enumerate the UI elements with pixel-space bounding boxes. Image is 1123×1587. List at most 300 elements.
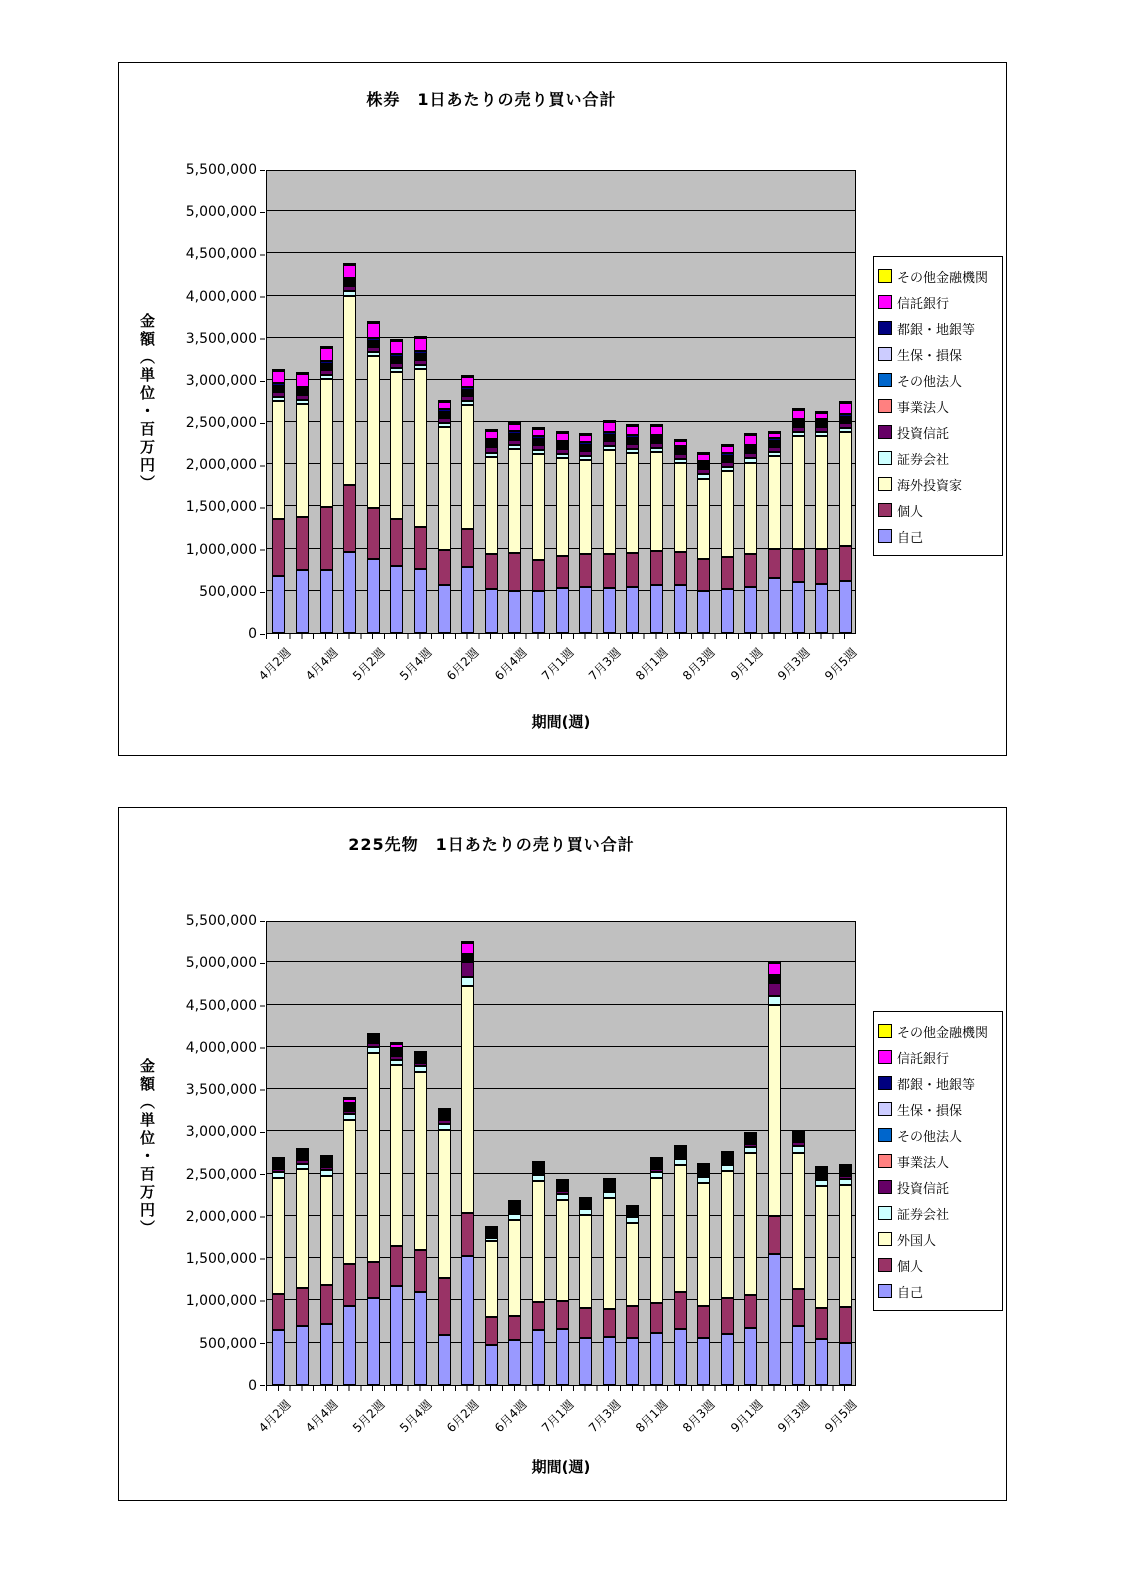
bar-segment — [461, 986, 474, 1213]
gridline — [267, 252, 855, 253]
legend-color-chip — [878, 1284, 892, 1298]
stacked-bar — [603, 1178, 616, 1385]
x-axis-tick-label: 5月4週 — [397, 1397, 435, 1436]
bar-segment — [768, 996, 781, 1005]
legend-color-chip — [878, 477, 892, 491]
bar-segment — [603, 422, 616, 432]
legend-item — [878, 393, 998, 419]
legend-label: 個人 — [897, 504, 924, 520]
bar-segment — [626, 1306, 639, 1338]
gridline — [267, 1046, 855, 1047]
legend-label: その他法人 — [897, 374, 963, 390]
stacked-bar — [674, 439, 687, 633]
bar-segment — [721, 1298, 734, 1334]
bar-segment — [697, 454, 710, 461]
bar-segment — [414, 1292, 427, 1385]
legend-color-chip — [878, 321, 892, 335]
bar-segment — [320, 348, 333, 361]
bar-segment — [579, 587, 592, 633]
x-axis-title: 期間(週) — [531, 713, 591, 731]
bar-segment — [674, 1292, 687, 1329]
bar-segment — [461, 962, 474, 976]
legend — [873, 256, 1003, 556]
legend-color-chip — [878, 295, 892, 309]
bar-segment — [390, 1246, 403, 1287]
bar-segment — [768, 1005, 781, 1216]
bar-segment — [508, 1340, 521, 1385]
bar-segment — [367, 1053, 380, 1263]
bar-segment — [343, 1120, 356, 1264]
legend-item — [878, 1018, 998, 1044]
legend-color-chip — [878, 1024, 892, 1038]
bar-segment — [697, 1183, 710, 1306]
y-axis-tick-label: 2,500,000 — [185, 1166, 257, 1183]
stacked-bar — [768, 431, 781, 633]
stacked-bar — [320, 346, 333, 633]
bar-segment — [485, 554, 498, 589]
bar-segment — [839, 546, 852, 581]
bar-segment — [296, 1326, 309, 1385]
gridline — [267, 1004, 855, 1005]
x-axis-tick-label: 7月3週 — [585, 1397, 624, 1436]
bar-segment — [579, 1308, 592, 1338]
bar-segment — [650, 1178, 663, 1303]
legend-color-chip — [878, 425, 892, 439]
bar-segment — [367, 323, 380, 338]
legend-color-chip — [878, 1102, 892, 1116]
legend-item — [878, 1096, 998, 1122]
chart-title: 225先物 1日あたりの売り買い合計 — [348, 835, 635, 854]
x-axis-tick-label: 5月2週 — [349, 1397, 388, 1436]
bar-segment — [603, 1337, 616, 1385]
bar-segment — [579, 435, 592, 442]
plot-area — [266, 170, 856, 634]
legend-label: 投資信託 — [897, 1181, 950, 1197]
bar-segment — [461, 1213, 474, 1256]
plot-area — [266, 921, 856, 1386]
y-axis-tick-label: 3,500,000 — [185, 1082, 257, 1099]
legend-item — [878, 523, 998, 549]
legend-color-chip — [878, 1258, 892, 1272]
legend-label: 事業法人 — [897, 400, 950, 416]
bar-segment — [320, 507, 333, 569]
stacked-bar — [414, 1051, 427, 1385]
bar-segment — [367, 1262, 380, 1298]
bar-segment — [579, 460, 592, 554]
bar-segment — [532, 1330, 545, 1385]
bar-segment — [626, 587, 639, 633]
legend-color-chip — [878, 1076, 892, 1090]
stacked-bar — [556, 431, 569, 633]
legend-label: その他金融機関 — [897, 270, 989, 286]
x-axis-tick-label: 4月4週 — [302, 1397, 341, 1436]
bar-segment — [438, 1278, 451, 1335]
stacked-bar — [674, 1145, 687, 1385]
legend-color-chip — [878, 451, 892, 465]
stacked-bar — [768, 961, 781, 1385]
bar-segment — [461, 377, 474, 387]
y-axis-tick-label: 2,500,000 — [185, 415, 257, 432]
bar-segment — [815, 584, 828, 633]
legend-color-chip — [878, 347, 892, 361]
legend-item — [878, 1252, 998, 1278]
legend-label: 投資信託 — [897, 426, 950, 442]
bar-segment — [650, 1303, 663, 1333]
x-axis-tick-label: 6月2週 — [444, 645, 482, 684]
futures-chart-frame — [118, 807, 1007, 1501]
bar-segment — [556, 1301, 569, 1329]
stacked-bar — [508, 1200, 521, 1385]
y-axis-tick-label: 5,000,000 — [185, 204, 257, 221]
bar-segment — [508, 449, 521, 553]
legend — [873, 1011, 1003, 1311]
bar-segment — [839, 1307, 852, 1343]
bar-segment — [438, 402, 451, 410]
bar-segment — [272, 401, 285, 519]
stock-chart-frame — [118, 62, 1007, 756]
bar-segment — [744, 1153, 757, 1296]
bar-segment — [697, 1306, 710, 1338]
bar-segment — [650, 551, 663, 585]
bar-segment — [390, 566, 403, 633]
x-axis-tick-label: 4月2週 — [255, 645, 294, 684]
x-axis-tick-label: 6月4週 — [491, 645, 530, 684]
bar-segment — [272, 1178, 285, 1294]
y-axis-tick-label: 4,000,000 — [185, 1039, 257, 1056]
bar-segment — [272, 576, 285, 633]
x-axis-tick-label: 7月1週 — [538, 645, 577, 684]
legend-item — [878, 1174, 998, 1200]
stacked-bar — [697, 1163, 710, 1385]
bar-segment — [603, 1309, 616, 1337]
y-axis-tick-label: 4,500,000 — [185, 997, 257, 1014]
bar-segment — [839, 581, 852, 633]
bar-segment — [414, 338, 427, 351]
gridline — [267, 1088, 855, 1089]
stacked-bar — [815, 1166, 828, 1385]
x-axis-tick-label: 4月2週 — [255, 1397, 294, 1436]
legend-item — [878, 1278, 998, 1304]
legend-color-chip — [878, 269, 892, 283]
stacked-bar — [721, 1151, 734, 1385]
gridline — [267, 210, 855, 211]
stacked-bar — [792, 408, 805, 633]
legend-color-chip — [878, 503, 892, 517]
bar-segment — [792, 582, 805, 633]
bar-segment — [768, 578, 781, 633]
bar-segment — [320, 1285, 333, 1324]
bar-segment — [438, 585, 451, 633]
bar-segment — [674, 585, 687, 633]
bar-segment — [390, 1286, 403, 1385]
y-axis-tick-label: 3,000,000 — [185, 372, 257, 389]
bar-segment — [296, 374, 309, 387]
bar-segment — [485, 457, 498, 554]
y-axis-tick-label: 0 — [248, 1378, 257, 1394]
y-axis-tick-label: 4,000,000 — [185, 288, 257, 305]
bar-segment — [461, 977, 474, 986]
bar-segment — [461, 943, 474, 954]
bar-segment — [650, 1333, 663, 1385]
bar-segment — [721, 1334, 734, 1385]
stacked-bar — [721, 444, 734, 633]
stacked-bar — [296, 372, 309, 633]
bar-segment — [768, 963, 781, 975]
stacked-bar — [461, 375, 474, 633]
stacked-bar — [697, 452, 710, 633]
bar-segment — [320, 570, 333, 633]
bar-segment — [744, 587, 757, 633]
bar-segment — [556, 556, 569, 588]
y-axis-tick-label: 3,500,000 — [185, 330, 257, 347]
legend-item — [878, 1200, 998, 1226]
bar-segment — [461, 405, 474, 529]
bar-segment — [721, 446, 734, 453]
bar-segment — [721, 557, 734, 589]
bar-segment — [674, 552, 687, 585]
legend-label: 信託銀行 — [897, 1051, 950, 1067]
bar-segment — [556, 433, 569, 441]
bar-segment — [697, 479, 710, 559]
bar-segment — [508, 591, 521, 633]
bar-segment — [390, 372, 403, 519]
legend-label: 自己 — [897, 1285, 924, 1301]
legend-color-chip — [878, 1180, 892, 1194]
bar-segment — [272, 519, 285, 576]
y-axis-tick-label: 5,000,000 — [185, 955, 257, 972]
stacked-bar — [272, 369, 285, 633]
bar-segment — [603, 554, 616, 589]
stacked-bar — [626, 424, 639, 633]
stacked-bar — [367, 1033, 380, 1385]
bar-segment — [272, 1294, 285, 1330]
y-axis-tick-label: 2,000,000 — [185, 457, 257, 474]
bar-segment — [508, 1220, 521, 1316]
bar-segment — [650, 426, 663, 434]
bar-segment — [532, 1302, 545, 1330]
bar-segment — [390, 519, 403, 565]
bar-segment — [674, 463, 687, 552]
stacked-bar — [579, 433, 592, 633]
stacked-bar — [438, 1108, 451, 1385]
bar-segment — [744, 1295, 757, 1327]
legend-label: 生保・損保 — [897, 348, 963, 364]
bar-segment — [390, 1065, 403, 1245]
stacked-bar — [839, 401, 852, 633]
bar-segment — [461, 567, 474, 633]
legend-color-chip — [878, 373, 892, 387]
bar-segment — [626, 553, 639, 587]
legend-item — [878, 367, 998, 393]
legend-label: 都銀・地銀等 — [897, 322, 976, 338]
bar-segment — [674, 1329, 687, 1385]
y-axis-title: 金額（単位・百万円） — [138, 313, 156, 493]
legend-label: 証券会社 — [897, 1207, 950, 1223]
x-axis-tick-marks — [266, 634, 856, 639]
bar-segment — [744, 1328, 757, 1385]
bar-segment — [792, 410, 805, 418]
legend-color-chip — [878, 1154, 892, 1168]
bar-segment — [532, 591, 545, 633]
bar-segment — [414, 369, 427, 527]
y-axis-tick-label: 1,500,000 — [185, 1251, 257, 1268]
legend-item — [878, 1070, 998, 1096]
y-axis-tick-label: 4,500,000 — [185, 246, 257, 263]
bar-segment — [296, 404, 309, 516]
x-axis-tick-label: 8月3週 — [680, 645, 718, 684]
bar-segment — [768, 549, 781, 579]
x-axis-tick-label: 7月1週 — [538, 1397, 577, 1436]
bar-segment — [674, 1165, 687, 1292]
legend-item — [878, 419, 998, 445]
legend-color-chip — [878, 529, 892, 543]
x-axis-tick-label: 9月1週 — [727, 645, 766, 684]
bar-segment — [603, 1198, 616, 1309]
bar-segment — [532, 454, 545, 559]
bar-segment — [603, 588, 616, 633]
bar-segment — [508, 553, 521, 591]
bar-segment — [343, 485, 356, 552]
bar-segment — [438, 427, 451, 549]
x-axis-tick-label: 9月5週 — [821, 1397, 860, 1436]
stacked-bar — [579, 1197, 592, 1385]
bar-segment — [815, 549, 828, 584]
bar-segment — [461, 1256, 474, 1385]
x-axis-tick-label: 8月3週 — [680, 1397, 718, 1436]
bar-segment — [556, 1329, 569, 1385]
bar-segment — [603, 450, 616, 554]
legend-label: 個人 — [897, 1259, 924, 1275]
bar-segment — [768, 456, 781, 549]
bar-segment — [815, 1308, 828, 1338]
y-axis-tick-label: 5,500,000 — [185, 913, 257, 929]
bar-segment — [320, 379, 333, 507]
bar-segment — [768, 1254, 781, 1385]
bar-segment — [296, 517, 309, 570]
bar-segment — [272, 1330, 285, 1385]
x-axis-tick-label: 4月4週 — [302, 645, 341, 684]
stacked-bar — [343, 263, 356, 633]
bar-segment — [556, 588, 569, 633]
y-axis-tick-marks — [260, 921, 265, 1387]
legend-color-chip — [878, 1206, 892, 1220]
stacked-bar — [650, 1157, 663, 1385]
legend-label: 都銀・地銀等 — [897, 1077, 976, 1093]
bar-segment — [768, 983, 781, 997]
x-axis-tick-marks — [266, 1386, 856, 1391]
legend-color-chip — [878, 1232, 892, 1246]
legend-item — [878, 289, 998, 315]
legend-item — [878, 1122, 998, 1148]
bar-segment — [556, 458, 569, 556]
bar-segment — [744, 554, 757, 587]
stacked-bar — [603, 420, 616, 633]
bar-segment — [461, 529, 474, 567]
bar-segment — [579, 554, 592, 587]
bar-segment — [367, 508, 380, 559]
stacked-bar — [815, 411, 828, 633]
y-axis-tick-label: 1,000,000 — [185, 541, 257, 558]
stacked-bar — [532, 427, 545, 633]
bar-segment — [792, 1326, 805, 1385]
legend-label: その他金融機関 — [897, 1025, 989, 1041]
stacked-bar — [744, 1132, 757, 1385]
bar-segment — [343, 1264, 356, 1306]
legend-label: その他法人 — [897, 1129, 963, 1145]
stacked-bar — [556, 1179, 569, 1385]
y-axis-tick-label: 2,000,000 — [185, 1208, 257, 1225]
bar-segment — [839, 1343, 852, 1385]
legend-color-chip — [878, 1128, 892, 1142]
legend-color-chip — [878, 399, 892, 413]
bar-segment — [508, 1316, 521, 1341]
bar-segment — [320, 1176, 333, 1285]
legend-item — [878, 341, 998, 367]
legend-item — [878, 1226, 998, 1252]
bar-segment — [414, 569, 427, 633]
gridline — [267, 961, 855, 962]
x-axis-tick-label: 8月1週 — [633, 645, 671, 684]
bar-segment — [367, 1298, 380, 1385]
bar-segment — [626, 1338, 639, 1385]
y-axis-tick-label: 3,000,000 — [185, 1124, 257, 1141]
bar-segment — [272, 371, 285, 383]
bar-segment — [485, 1241, 498, 1316]
bar-segment — [626, 453, 639, 553]
legend-item — [878, 471, 998, 497]
legend-label: 自己 — [897, 530, 924, 546]
legend-item — [878, 497, 998, 523]
legend-color-chip — [878, 1050, 892, 1064]
stacked-bar — [626, 1205, 639, 1385]
bar-segment — [296, 570, 309, 633]
legend-item — [878, 1044, 998, 1070]
stacked-bar — [508, 422, 521, 633]
y-axis-tick-label: 1,000,000 — [185, 1293, 257, 1310]
x-axis-tick-label: 9月5週 — [821, 645, 860, 684]
stacked-bar — [390, 1042, 403, 1385]
bar-segment — [438, 1335, 451, 1385]
bar-segment — [532, 429, 545, 437]
legend-label: 生保・損保 — [897, 1103, 963, 1119]
y-axis-tick-label: 500,000 — [199, 1335, 257, 1352]
stacked-bar — [438, 400, 451, 633]
bar-segment — [792, 436, 805, 548]
bar-segment — [508, 424, 521, 432]
bar-segment — [839, 432, 852, 546]
x-axis-tick-label: 7月3週 — [585, 645, 624, 684]
bar-segment — [721, 1171, 734, 1298]
y-axis-tick-label: 5,500,000 — [185, 162, 257, 178]
bar-segment — [438, 1130, 451, 1278]
bar-segment — [815, 1339, 828, 1386]
x-axis-tick-label: 8月1週 — [633, 1397, 671, 1436]
legend-item — [878, 445, 998, 471]
legend-item — [878, 263, 998, 289]
bar-segment — [815, 1186, 828, 1308]
stacked-bar — [792, 1130, 805, 1385]
stacked-bar — [272, 1157, 285, 1385]
bar-segment — [744, 463, 757, 554]
stacked-bar — [461, 941, 474, 1385]
bar-segment — [414, 1072, 427, 1250]
bar-segment — [792, 1153, 805, 1290]
y-axis-tick-marks — [260, 170, 265, 635]
chart-title: 株券 1日あたりの売り買い合計 — [366, 90, 617, 109]
stacked-bar — [343, 1097, 356, 1385]
legend-label: 証券会社 — [897, 452, 950, 468]
bar-segment — [721, 471, 734, 557]
